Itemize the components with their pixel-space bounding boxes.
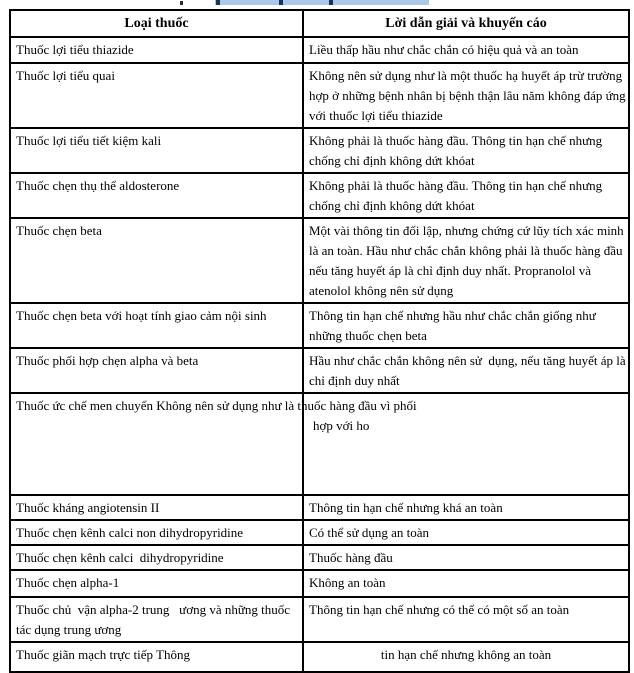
- drug-type-cell: Thuốc lợi tiểu thiazide: [10, 37, 303, 63]
- merged-overflow-cell: [10, 393, 629, 495]
- recommendation-cell: Liều thấp hầu như chắc chắn có hiệu quả và an toàn: [303, 37, 629, 63]
- table-row: [10, 303, 629, 348]
- drug-type-cell: Thuốc lợi tiểu tiết kiệm kali: [10, 128, 303, 173]
- drug-type-cell: Thuốc chẹn beta với hoạt tính giao cảm nội sinh: [10, 303, 303, 348]
- column-header-recommendation: Lời dẫn giải và khuyến cáo: [303, 10, 629, 37]
- table-row: [10, 128, 629, 173]
- table-row: [10, 218, 629, 303]
- drug-type-cell: Thuốc chủ vận alpha-2 trung ương và những thuốc tác dụng trung ương: [10, 597, 303, 642]
- drug-type-cell: Thuốc phối hợp chẹn alpha và beta: [10, 348, 303, 393]
- recommendation-cell: Thông tin hạn chế nhưng có thể có một số an toàn: [303, 597, 629, 642]
- recommendation-cell: Một vài thông tin đối lập, nhưng chứng cứ lũy tích xác minh là an toàn. Hầu như chắc chắn không phải là thuốc hàng đầu nếu tăng huyết áp là chỉ định duy nhất. Propranolol và atenolol không nên sử dụng: [303, 218, 629, 303]
- selection-glyph-mark: [279, 0, 283, 5]
- drug-type-cell: Thuốc chẹn alpha-1: [10, 570, 303, 597]
- table-row: [10, 570, 629, 597]
- drug-type-cell: Thuốc chẹn kênh calci dihydropyridine: [10, 545, 303, 570]
- highlighted-text-fragment: [215, 0, 429, 5]
- table-row: [10, 393, 629, 495]
- recommendation-cell: Không phải là thuốc hàng đầu. Thông tin hạn chế nhưng chống chỉ định không dứt khóat: [303, 173, 629, 218]
- table-row: [10, 520, 629, 545]
- table-header-row: [10, 10, 629, 37]
- drug-type-overflow-text: Thuốc ức chế men chuyển Không nên sử dụng như là thuốc hàng đầu vì phối: [16, 398, 417, 413]
- table-row: [10, 597, 629, 642]
- drug-type-cell: Thuốc giãn mạch trực tiếp Thông: [10, 642, 303, 672]
- table-row: [10, 642, 629, 672]
- table-row: [10, 545, 629, 570]
- drug-type-cell: Thuốc chẹn thụ thể aldosterone: [10, 173, 303, 218]
- drug-recommendation-table: [9, 9, 630, 673]
- recommendation-cell: Thông tin hạn chế nhưng khá an toàn: [303, 495, 629, 520]
- table-row: [10, 348, 629, 393]
- drug-type-cell: Thuốc kháng angiotensin II: [10, 495, 303, 520]
- drug-type-cell: Thuốc lợi tiểu quai: [10, 63, 303, 128]
- table-row: [10, 37, 629, 63]
- recommendation-cell: Không nên sử dụng như là một thuốc hạ huyết áp trừ trường hợp ở những bệnh nhân bị bệnh thận lâu năm không đáp ứng với thuốc lợi tiểu thiazide: [303, 63, 629, 128]
- table-row: [10, 495, 629, 520]
- drug-type-cell: Thuốc chẹn beta: [10, 218, 303, 303]
- drug-type-cell: Thuốc chẹn kênh calci non dihydropyridine: [10, 520, 303, 545]
- recommendation-cell: Hầu như chắc chắn không nên sử dụng, nếu tăng huyết áp là chỉ định duy nhất: [303, 348, 629, 393]
- recommendation-cell: Thuốc hàng đầu: [303, 545, 629, 570]
- selection-glyph-mark: [329, 0, 333, 5]
- recommendation-cell: tin hạn chế nhưng không an toàn: [303, 642, 629, 672]
- recommendation-cell: Thông tin hạn chế nhưng hầu như chắc chắn giống như những thuốc chẹn beta: [303, 303, 629, 348]
- recommendation-cell: Không phải là thuốc hàng đầu. Thông tin hạn chế nhưng chống chỉ định không dứt khóat: [303, 128, 629, 173]
- recommendation-cell: Có thể sử dụng an toàn: [303, 520, 629, 545]
- table-row: [10, 173, 629, 218]
- recommendation-cell: Không an toàn: [303, 570, 629, 597]
- table-row: [10, 63, 629, 128]
- column-header-drug-type: Loại thuốc: [10, 10, 303, 37]
- selection-glyph-mark: [216, 0, 220, 5]
- recommendation-continuation-text: hợp với ho: [313, 418, 370, 433]
- text-descender-mark: [180, 1, 183, 5]
